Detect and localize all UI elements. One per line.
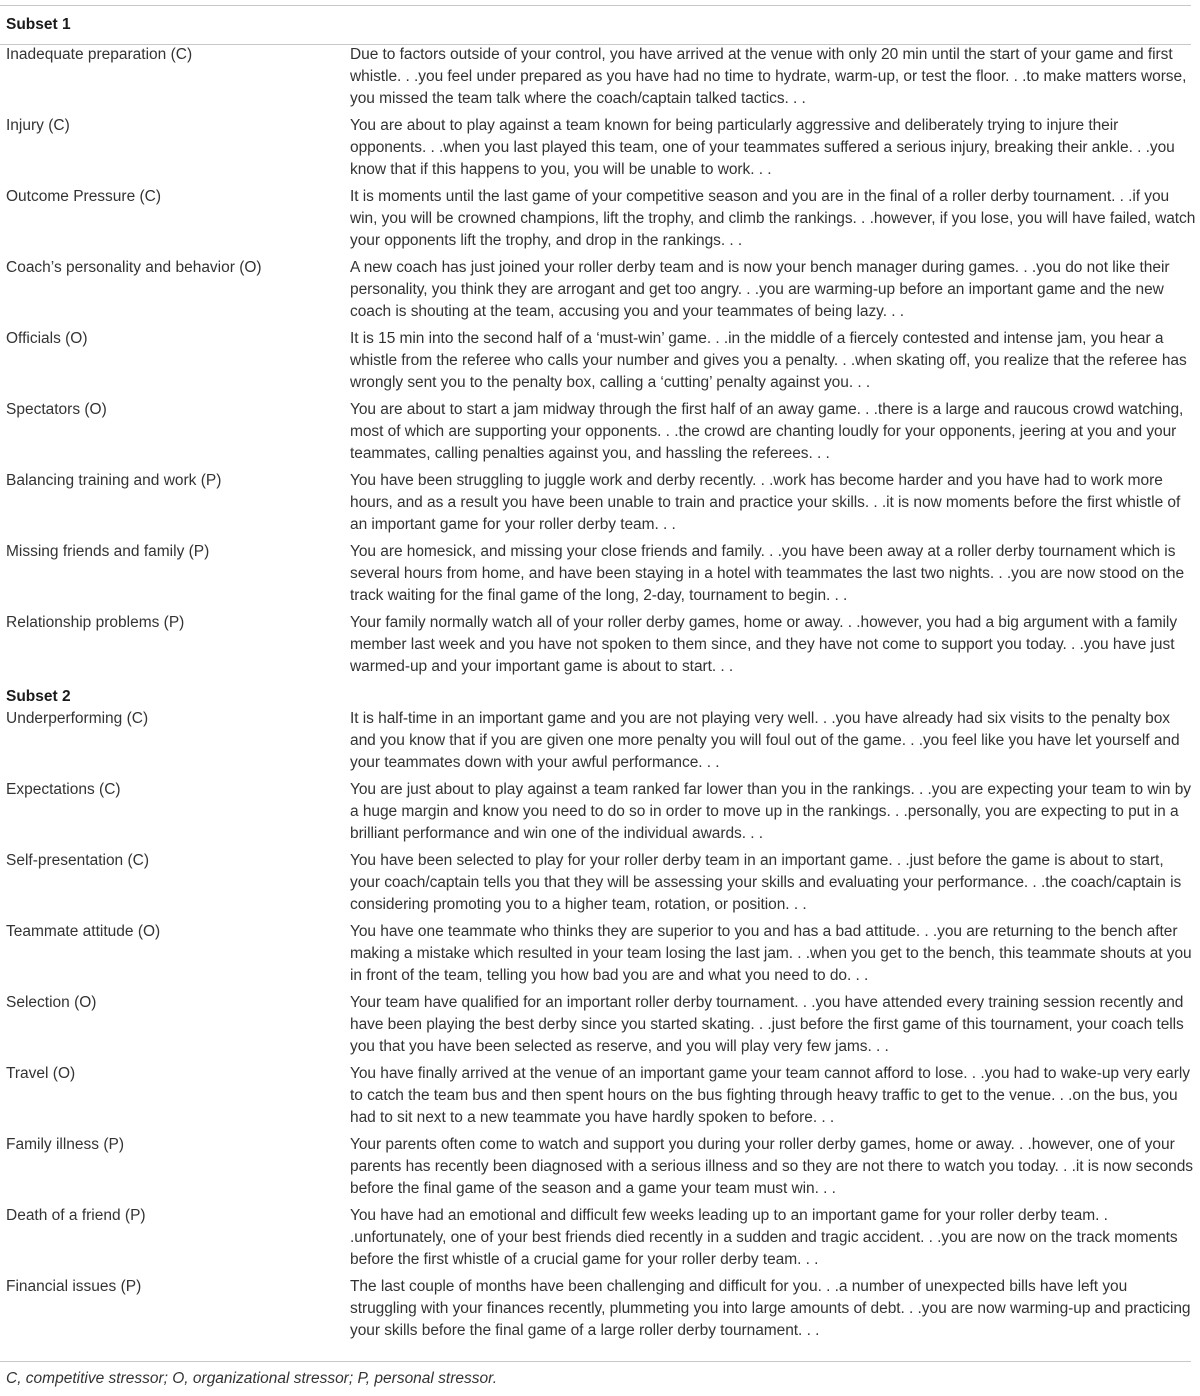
table-row: [6, 1205, 1196, 1276]
stressor-label: Underperforming (C): [6, 710, 149, 727]
stressor-description: You are just about to play against a team ranked far lower than you in the rankings. . .you are expecting your team to win by a huge margin and know you need to do so in order to move up in the rankings. . .personally, you are expecting to put in a brilliant performance and win one of the individual awards. . .: [350, 781, 1192, 843]
table-row: [6, 257, 1196, 328]
subset-2-rows: [6, 708, 1196, 1347]
table-row: [6, 470, 1196, 541]
table-row: [6, 779, 1196, 850]
stressor-description: You have been selected to play for your roller derby team in an important game. . .just before the game is about to start, your coach/captain tells you that they will be assessing your skills and evaluating your performance. . .the coach/captain is considering promoting you to a higher team, rotation, or position. . .: [350, 852, 1182, 914]
stressor-description: You have one teammate who thinks they are superior to you and has a bad attitude. . .you are returning to the bench after making a mistake which resulted in your team losing the last jam. . .when you get to the bench, this teammate shouts at you in front of the team, telling you how bad you are and what you need to do. . .: [350, 923, 1192, 985]
stressor-description: Your family normally watch all of your roller derby games, home or away. . .however, you had a big argument with a family member last week and you have not spoken to them since, and they have not come to support you today. . .you have just warmed-up and your important game is about to start. . .: [350, 614, 1178, 676]
stressor-label: Officials (O): [6, 330, 88, 347]
table-row: [6, 1063, 1196, 1134]
table-row: [6, 186, 1196, 257]
stressor-label: Travel (O): [6, 1065, 76, 1082]
stressor-description: You are about to start a jam midway through the first half of an away game. . .there is a large and raucous crowd watching, most of which are supporting your opponents. . .the crowd are chanting loudly for your opponents, jeering at you and your teammates, calling penalties against you, and hassling the referees. . .: [350, 401, 1184, 463]
table-footnote: C, competitive stressor; O, organizational stressor; P, personal stressor.: [6, 1370, 498, 1387]
top-rule: [0, 5, 1191, 6]
stressor-description: Your parents often come to watch and support you during your roller derby games, home or away. . .however, one of your parents has recently been diagnosed with a serious illness and so they are not there to watch you today. . .it is now seconds before the final game of the season and a game your team must win. . .: [350, 1136, 1194, 1198]
table-row: [6, 612, 1196, 683]
subset-2-heading: Subset 2: [6, 688, 71, 705]
table-row: [6, 1134, 1196, 1205]
table-row: [6, 44, 1196, 115]
stressor-description: A new coach has just joined your roller derby team and is now your bench manager during games. . .you do not like their personality, you think they are arrogant and get too angry. . .you are warming-up before an important game and the new coach is shouting at the team, accusing you and your teammates of being lazy. . .: [350, 259, 1170, 321]
table-row: [6, 328, 1196, 399]
table-row: [6, 921, 1196, 992]
table-row: [6, 850, 1196, 921]
stressor-description: It is half-time in an important game and you are not playing very well. . .you have already had six visits to the penalty box and you know that if you are given one more penalty you will foul out of the game. . .you feel like you have let yourself and your teammates down with your awful performance. . .: [350, 710, 1180, 772]
table-row: [6, 115, 1196, 186]
stressor-description: You have had an emotional and difficult few weeks leading up to an important game for your roller derby team. . .unfortunately, one of your best friends died recently in a sudden and tragic accident. . .you are now on the track moments before the first whistle of a crucial game for your roller derby team. . .: [350, 1207, 1178, 1269]
table-row: [6, 992, 1196, 1063]
table-row: [6, 541, 1196, 612]
table-row: [6, 708, 1196, 779]
stressor-table: [6, 14, 1196, 1347]
subset-1-rows: [6, 44, 1196, 683]
stressor-description: You have been struggling to juggle work and derby recently. . .work has become harder and you have had to work more hours, and as a result you have been unable to train and practice your skills. . .it is now moments before the first whistle of an important game for your roller derby team. . .: [350, 472, 1181, 534]
stressor-description: You are about to play against a team known for being particularly aggressive and deliberately trying to injure their opponents. . .when you last played this team, one of your teammates suffered a serious injury, breaking their ankle. . .you know that if this happens to you, you will be unable to work. . .: [350, 117, 1175, 179]
stressor-label: Family illness (P): [6, 1136, 124, 1153]
stressor-description: You are homesick, and missing your close friends and family. . .you have been away at a roller derby tournament which is several hours from home, and have been staying in a hotel with teammates the last two nights. . .you are now stood on the track waiting for the final game of the long, 2-day, tournament to begin. . .: [350, 543, 1185, 605]
stressor-label: Injury (C): [6, 117, 70, 134]
stressor-label: Financial issues (P): [6, 1278, 142, 1295]
stressor-label: Self-presentation (C): [6, 852, 150, 869]
stressor-description: It is moments until the last game of your competitive season and you are in the final of a roller derby tournament. . .if you win, you will be crowned champions, lift the trophy, and climb the rankings. . .however, if you lose, you will have failed, watch your opponents lift the trophy, and drop in the rankings. . .: [350, 188, 1196, 250]
stressor-description: The last couple of months have been challenging and difficult for you. . .a number of unexpected bills have left you struggling with your finances recently, plummeting you into large amounts of debt. . .you are now warming-up and practicing your skills before the final game of a large roller derby tournament. . .: [350, 1278, 1191, 1340]
stressor-label: Spectators (O): [6, 401, 107, 418]
subset-1-heading: Subset 1: [6, 16, 71, 33]
stressor-label: Expectations (C): [6, 781, 121, 798]
table-row: [6, 1276, 1196, 1347]
stressor-label: Death of a friend (P): [6, 1207, 146, 1224]
stressor-label: Coach’s personality and behavior (O): [6, 259, 262, 276]
stressor-label: Inadequate preparation (C): [6, 46, 193, 63]
stressor-label: Outcome Pressure (C): [6, 188, 162, 205]
stressor-label: Missing friends and family (P): [6, 543, 210, 560]
stressor-description: Your team have qualified for an important roller derby tournament. . .you have attended every training session recently and have been playing the best derby since you started skating. . .just before the first game of this tournament, your coach tells you that you have been selected as reserve, and you will play very few jams. . .: [350, 994, 1184, 1056]
bottom-rule: [0, 1361, 1191, 1362]
stressor-label: Relationship problems (P): [6, 614, 185, 631]
stressor-description: Due to factors outside of your control, you have arrived at the venue with only 20 min until the start of your game and first whistle. . .you feel under prepared as you have had no time to hydrate, warm-up, or test the floor. . .to make matters worse, you missed the team talk where the coach/captain talked tactics. . .: [350, 46, 1187, 108]
stressor-description: You have finally arrived at the venue of an important game your team cannot afford to lose. . .you had to wake-up very early to catch the team bus and then spent hours on the bus fighting through heavy traffic to get to the venue. . .on the bus, you had to sit next to a new teammate you have hardly spoken to before. . .: [350, 1065, 1190, 1127]
stressor-label: Selection (O): [6, 994, 97, 1011]
stressor-description: It is 15 min into the second half of a ‘must-win’ game. . .in the middle of a fiercely contested and intense jam, you hear a whistle from the referee who calls your number and gives you a penalty. . .when skating off, you realize that the referee has wrongly sent you to the penalty box, calling a ‘cutting’ penalty against you. . .: [350, 330, 1187, 392]
stressor-label: Teammate attitude (O): [6, 923, 161, 940]
stressor-label: Balancing training and work (P): [6, 472, 222, 489]
table-row: [6, 399, 1196, 470]
